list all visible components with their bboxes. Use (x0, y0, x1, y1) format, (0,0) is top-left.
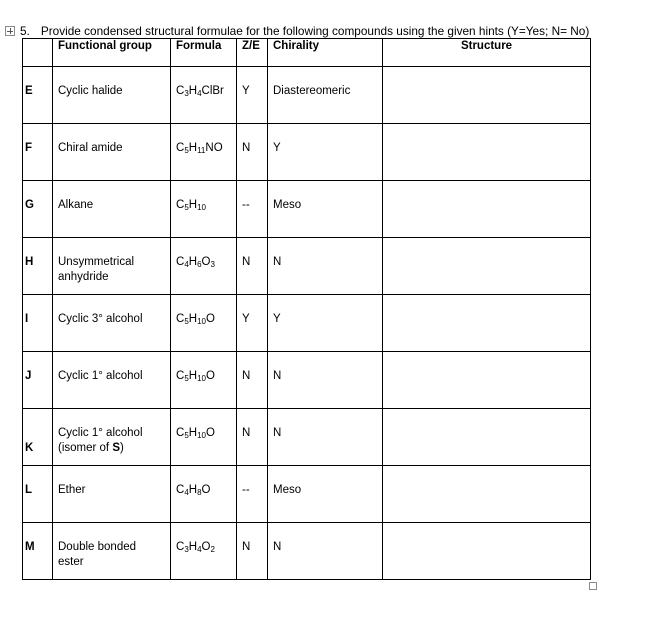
row-letter: J (23, 352, 53, 409)
table-row (23, 409, 591, 466)
table-resize-handle-icon[interactable] (589, 582, 597, 590)
isomer-reference: S (112, 442, 120, 454)
structure-cell[interactable] (383, 523, 591, 580)
functional-group-cell: Alkane (53, 181, 171, 238)
row-letter: F (23, 124, 53, 181)
formula-cell: $C_3H_4ClBr$ (171, 67, 237, 124)
row-letter: M (23, 523, 53, 580)
functional-group-cell: Cyclic halide (53, 67, 171, 124)
header-functional-group: Functional group (53, 39, 171, 67)
question-number: 5. (20, 24, 30, 38)
ze-cell: N (237, 124, 268, 181)
table-row (23, 124, 591, 181)
structure-cell[interactable] (383, 409, 591, 466)
functional-group-cell: Cyclic 3° alcohol (53, 295, 171, 352)
header-formula: Formula (171, 39, 237, 67)
ze-cell: -- (237, 181, 268, 238)
structure-cell[interactable] (383, 466, 591, 523)
ze-cell: N (237, 523, 268, 580)
formula-cell: $C_3H_4O_2$ (171, 523, 237, 580)
formula-cell: $C_5H_{10}$ (171, 181, 237, 238)
chirality-cell: Meso (268, 181, 383, 238)
row-letter: G (23, 181, 53, 238)
formula-cell: $C_4H_8O$ (171, 466, 237, 523)
functional-group-line2-suffix: ) (120, 442, 124, 454)
row-letter: I (23, 295, 53, 352)
structure-cell[interactable] (383, 181, 591, 238)
header-structure: Structure (383, 39, 591, 67)
functional-group-cell: Cyclic 1° alcohol (53, 352, 171, 409)
header-row (23, 39, 591, 67)
formula-cell: $C_5H_{10}O$ (171, 409, 237, 466)
ze-cell: Y (237, 295, 268, 352)
functional-group-cell: Chiral amide (53, 124, 171, 181)
structure-cell[interactable] (383, 124, 591, 181)
compounds-table (22, 38, 591, 580)
chirality-cell: Diastereomeric (268, 67, 383, 124)
chirality-cell: Y (268, 124, 383, 181)
table-row (23, 466, 591, 523)
functional-group-cell: Double bonded ester (53, 523, 171, 580)
ze-cell: -- (237, 466, 268, 523)
header-letter (23, 39, 53, 67)
chirality-cell: N (268, 523, 383, 580)
table-row (23, 523, 591, 580)
header-chirality: Chirality (268, 39, 383, 67)
formula-cell: $C_5H_{10}O$ (171, 352, 237, 409)
ze-cell: N (237, 238, 268, 295)
functional-group-cell: Unsymmetrical anhydride (53, 238, 171, 295)
row-letter: H (23, 238, 53, 295)
row-letter: L (23, 466, 53, 523)
chirality-cell: N (268, 352, 383, 409)
header-ze: Z/E (237, 39, 268, 67)
structure-cell[interactable] (383, 67, 591, 124)
table-row (23, 352, 591, 409)
ze-cell: N (237, 409, 268, 466)
functional-group-line2-prefix: (isomer of (58, 442, 113, 454)
table-row (23, 67, 591, 124)
formula-cell: $C_5H_{11}NO$ (171, 124, 237, 181)
ze-cell: N (237, 352, 268, 409)
table-row (23, 181, 591, 238)
structure-cell[interactable] (383, 238, 591, 295)
chirality-cell: Meso (268, 466, 383, 523)
formula-cell: $C_5H_{10}O$ (171, 295, 237, 352)
table-row (23, 295, 591, 352)
structure-cell[interactable] (383, 295, 591, 352)
row-letter: K (23, 409, 53, 466)
table-move-handle-icon[interactable] (5, 26, 15, 36)
functional-group-cell: Ether (53, 466, 171, 523)
chirality-cell: N (268, 409, 383, 466)
row-letter: E (23, 67, 53, 124)
table-row (23, 238, 591, 295)
question-line (5, 24, 589, 38)
structure-cell[interactable] (383, 352, 591, 409)
functional-group-cell (53, 409, 171, 466)
ze-cell: Y (237, 67, 268, 124)
question-text: Provide condensed structural formulae for the following compounds using the given hints (Y=Yes; N= No) (40, 24, 590, 38)
formula-cell: $C_4H_6O_3$ (171, 238, 237, 295)
chirality-cell: N (268, 238, 383, 295)
chirality-cell: Y (268, 295, 383, 352)
functional-group-line1: Cyclic 1° alcohol (58, 427, 143, 439)
